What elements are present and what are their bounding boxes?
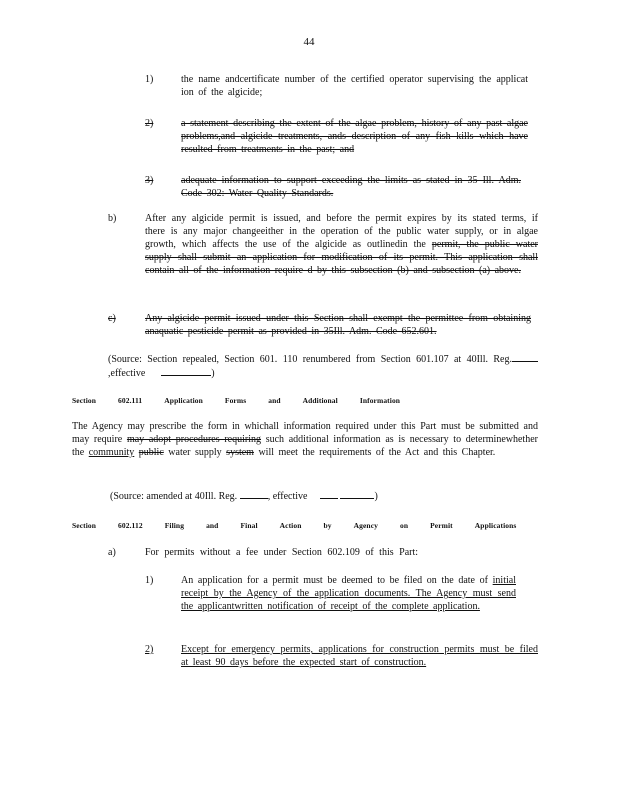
item-text-underlined: initial receipt by the Agency of the application documents. The Agency must send the applicantwritten notification of receipt of the complete application. [181, 575, 516, 612]
heading-word: Section [72, 396, 97, 405]
heading-word: Filing [164, 521, 185, 530]
heading-word: Forms [224, 396, 247, 405]
list-marker: 1) [145, 575, 154, 586]
blank-line [340, 489, 374, 499]
body-struck: system [226, 447, 254, 458]
heading-word: Final [240, 521, 258, 530]
section-heading [72, 396, 422, 405]
source-note [108, 352, 538, 380]
paragraph-c [145, 312, 531, 338]
paragraph-text: For permits without a fee under Section 602.109 of this Part: [145, 547, 419, 558]
paragraph-marker: b) [108, 213, 117, 224]
list-item [181, 117, 528, 156]
blank-line [240, 489, 268, 499]
source-text: (Source: Section repealed, Section 601. 110 renumbered from Section 601.107 at 40Ill. Reg. [108, 354, 512, 365]
source-note [110, 489, 530, 503]
list-item [181, 73, 528, 99]
section-heading [72, 521, 538, 530]
body-text: will meet the requirements of the Act and this Chapter. [258, 447, 496, 458]
paragraph-text [145, 212, 538, 277]
heading-word: Additional [302, 396, 338, 405]
body-text: The Agency may prescribe the form in whichall information required under this Part must be submitted and may require [72, 421, 538, 445]
section-body-text [72, 420, 538, 459]
page-number: 44 [303, 36, 315, 48]
paragraph-text: Any algicide permit issued under this Section shall exempt the permittee from obtaining anaquatic pesticide permit as provided in 35Ill. Adm. Code 652.601. [145, 313, 531, 337]
blank-line [161, 366, 211, 376]
source-effective: ,effective [108, 368, 146, 379]
body-text: water supply [168, 447, 222, 458]
heading-word: 602.111 [118, 396, 143, 405]
list-item [181, 574, 516, 613]
heading-word: 602.112 [118, 521, 143, 530]
blank-line [320, 489, 338, 499]
body-underlined: community [88, 447, 135, 458]
list-item-text: the name andcertificate number of the certified operator supervising the applicat ion of the algicide; [181, 74, 528, 98]
body-struck: may adopt procedures requiring [126, 434, 261, 445]
list-item-text: adequate information to support exceeding the limits as stated in 35 Ill. Adm. Code 302: Water Quality Standards. [181, 175, 521, 199]
paragraph-marker: c) [108, 313, 116, 324]
heading-word: Permit [430, 521, 453, 530]
section-body [72, 420, 538, 459]
heading-word: Section [72, 521, 97, 530]
list-marker: 1) [145, 74, 154, 85]
list-item [181, 643, 538, 669]
paragraph-marker: a) [108, 547, 116, 558]
list-marker: 2) [145, 118, 154, 129]
source-text: (Source: amended at 40Ill. Reg. [110, 491, 238, 502]
heading-word: by [323, 521, 332, 530]
heading-word: and [206, 521, 219, 530]
body-struck: public [138, 447, 164, 458]
heading-word: Application [164, 396, 203, 405]
paragraph-text-struck: permit, the public water supply shall submit an application for modification of its permit. This application shall contain all of the information require d by this subsection (b) and subsection (a) above. [145, 239, 538, 276]
paragraph-b [145, 212, 538, 277]
heading-word: on [399, 521, 409, 530]
heading-word: Agency [353, 521, 378, 530]
list-item [181, 174, 521, 200]
heading-word: Applications [474, 521, 517, 530]
source-note-text [108, 352, 538, 380]
source-close: ) [211, 368, 215, 379]
list-marker: 3) [145, 175, 154, 186]
source-effective: , effective [267, 491, 308, 502]
list-item-text: Except for emergency permits, applications for construction permits must be filed at least 90 days before the expected start of construction. [181, 644, 538, 668]
list-item-text: a statement describing the extent of the algae problem, history of any past algae problems,and algicide treatments, ands description of any fish kills which have resulted from treatments in the past; and [181, 118, 528, 155]
paragraph-a [145, 546, 535, 559]
heading-word: Information [359, 396, 401, 405]
heading-word: Action [279, 521, 302, 530]
list-marker: 2) [145, 644, 154, 655]
paragraph-text-kept: After any algicide permit is issued, and before the permit expires by its stated terms, if there is any major changeeither in the operation of the public water supply, or in algae growth, which affects the use of the algicide as outlinedin the [145, 213, 538, 250]
body-text: such additional information as is necessary to determinewhether the [72, 434, 538, 458]
source-close: ) [374, 491, 378, 502]
item-text-plain: An application for a permit must be deemed to be filed on the date of [181, 575, 488, 586]
list-item-text [181, 574, 516, 613]
heading-word: and [268, 396, 281, 405]
blank-line [512, 352, 538, 362]
